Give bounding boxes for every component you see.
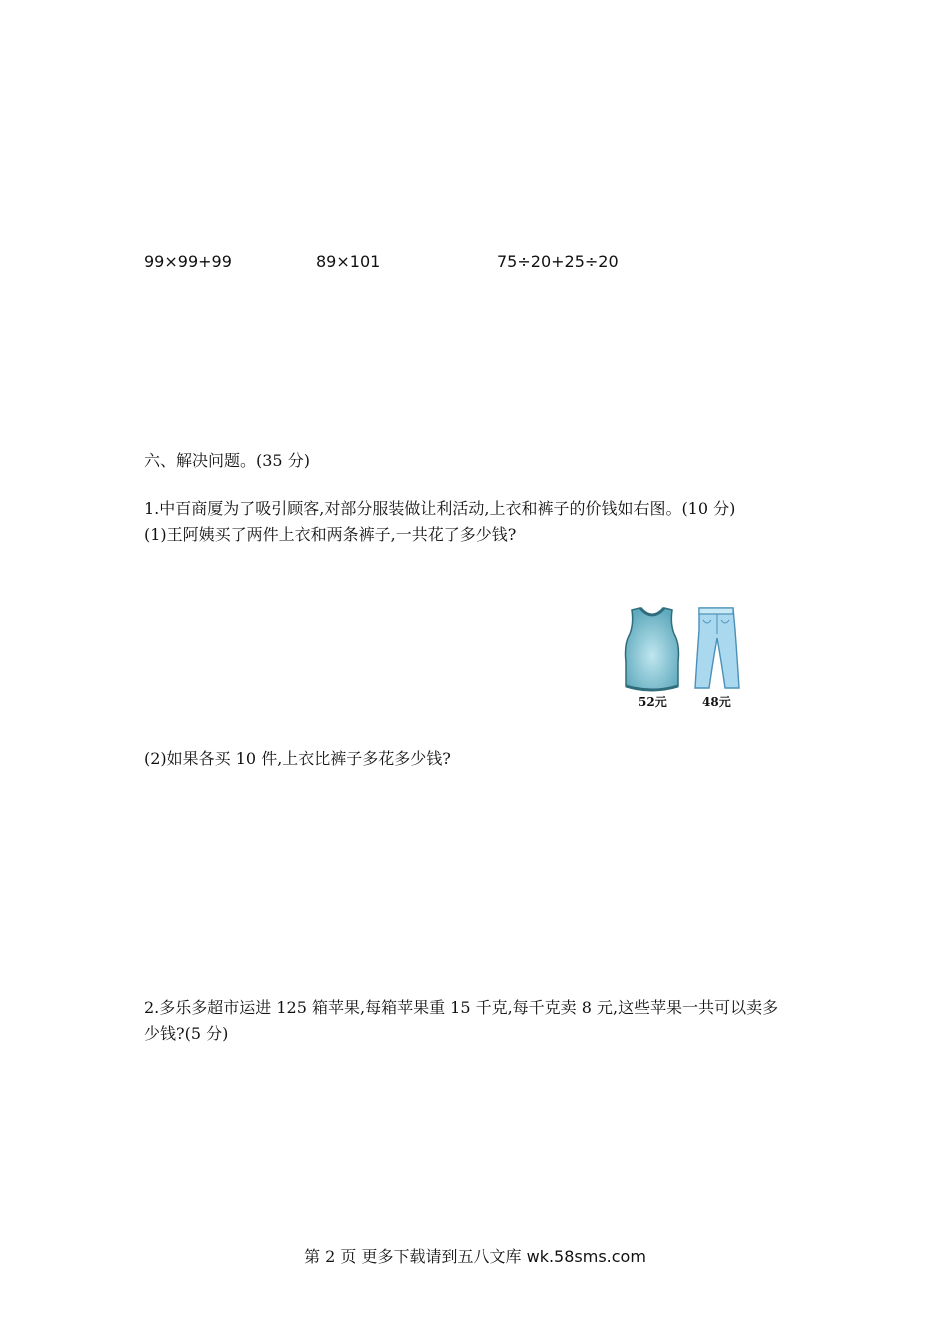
footer-text: 第 2 页 更多下载请到五八文库 <box>304 1247 527 1266</box>
tank-top-icon <box>620 606 684 698</box>
section-heading: 六、解决问题。(35 分) <box>144 451 310 470</box>
footer-link[interactable]: wk.58sms.com <box>526 1247 646 1266</box>
calc-expression-3: 75÷20+25÷20 <box>497 252 619 271</box>
question-1-part-1: (1)王阿姨买了两件上衣和两条裤子,一共花了多少钱? <box>144 525 517 544</box>
calc-expression-1: 99×99+99 <box>144 252 232 271</box>
pants-icon <box>693 604 741 692</box>
question-2-line-1: 2.多乐多超市运进 125 箱苹果,每箱苹果重 15 千克,每千克卖 8 元,这些苹果一共可以卖多 <box>144 998 779 1017</box>
question-1-part-2: (2)如果各买 10 件,上衣比裤子多花多少钱? <box>144 749 451 768</box>
page-footer <box>0 1244 950 1267</box>
calc-expression-2: 89×101 <box>316 252 381 271</box>
question-1-text: 1.中百商厦为了吸引顾客,对部分服装做让利活动,上衣和裤子的价钱如右图。(10 分) <box>144 499 736 518</box>
pants-price-label: 48元 <box>702 695 731 709</box>
clothing-figure <box>615 602 745 712</box>
question-2-line-2: 少钱?(5 分) <box>144 1024 229 1043</box>
shirt-price-label: 52元 <box>638 695 667 709</box>
